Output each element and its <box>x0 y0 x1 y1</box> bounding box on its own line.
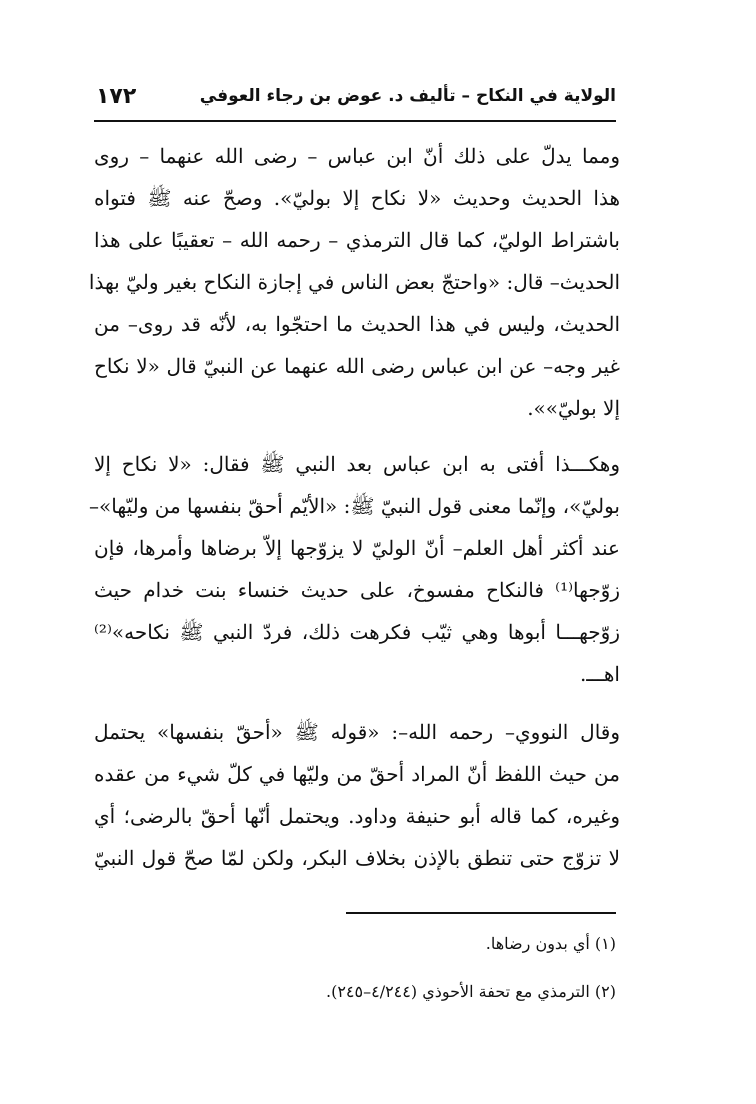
header-title: الولاية في النكاح – تأليف د. عوض بن رجاء العوفي <box>199 86 616 106</box>
text-line: وهكـــذا أفتى به ابن عباس بعد النبي ﷺ فقال: «لا نكاح إلا <box>94 452 620 476</box>
footnote-1: (١) أي بدون رضاها. <box>485 934 616 953</box>
text-line: الحديث، وليس في هذا الحديث ما احتجّوا به، لأنّه قد روى– من <box>94 312 620 336</box>
footnote-divider <box>346 912 616 914</box>
running-header <box>94 84 616 122</box>
text-line: هذا الحديث وحديث «لا نكاح إلا بوليّ». وصحّ عنه ﷺ فتواه <box>94 186 620 210</box>
text-line: لا تزوّج حتى تنطق بالإذن بخلاف البكر، ولكن لمّا صحّ قول النبيّ <box>94 846 620 870</box>
text-line: عند أكثر أهل العلم– أنّ الوليّ لا يزوّجها إلاّ برضاها وأمرها، فإن <box>94 536 620 560</box>
text-line: إلا بوليّ»». <box>527 396 620 420</box>
text-line: باشتراط الوليّ، كما قال الترمذي – رحمه الله – تعقيبًا على هذا <box>94 228 620 252</box>
text-line: اهـــ. <box>579 662 620 686</box>
text-line: غير وجه– عن ابن عباس رضى الله عنهما عن النبيّ قال «لا نكاح <box>94 354 620 378</box>
text-line: من حيث اللفظ أنّ المراد أحقّ من وليّها في كلّ شيء من عقده <box>94 762 620 786</box>
text-line: بوليّ»، وإنّما معنى قول النبيّ ﷺ: «الأيّم أحقّ بنفسها من وليّها»– <box>89 494 620 518</box>
text-line: ومما يدلّ على ذلك أنّ ابن عباس – رضى الله عنهما – روى <box>94 144 620 168</box>
text-line: زوّجها⁽¹⁾ فالنكاح مفسوخ، على حديث خنساء بنت خدام حيث <box>94 578 620 602</box>
text-line: وغيره، كما قاله أبو حنيفة وداود. ويحتمل أنّها أحقّ بالرضى؛ أي <box>94 804 620 828</box>
text-line: الحديث– قال: «واحتجّ بعض الناس في إجازة النكاح بغير وليّ بهذا <box>88 270 620 294</box>
page-number: ١٧٢ <box>96 84 137 109</box>
text-line: وقال النووي– رحمه الله–: «قوله ﷺ «أحقّ بنفسها» يحتمل <box>94 720 620 744</box>
footnote-2: (٢) الترمذي مع تحفة الأحوذي (٤/٢٤٤–٢٤٥). <box>325 982 616 1001</box>
text-line: زوّجهـــا أبوها وهي ثيّب فكرهت ذلك، فردّ النبي ﷺ نكاحه»⁽²⁾ <box>94 620 620 644</box>
